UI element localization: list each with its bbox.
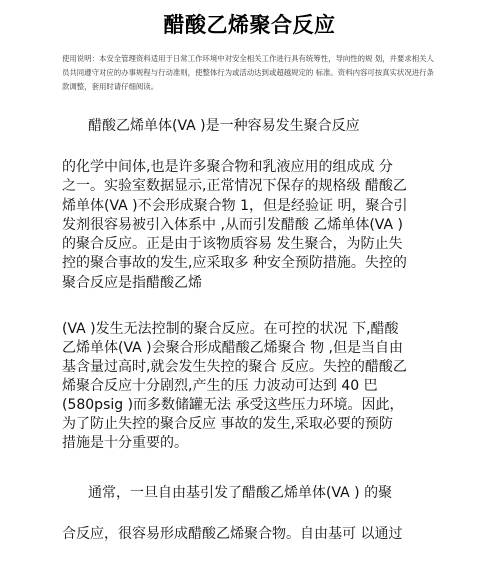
- text-line: 聚合反应是指醋酸乙烯: [62, 274, 202, 291]
- text-line: 为了防止失控的聚合反应 事故的发生,采取必要的预防: [62, 416, 393, 432]
- document-title: 醋酸乙烯聚合反应: [163, 13, 336, 37]
- text-line: 之一。实验室数据显示,正常情况下保存的规格级 醋酸乙: [62, 178, 407, 195]
- text-line: 控的聚合事故的发生,应采取多 种安全预防措施。失控的: [62, 255, 407, 272]
- paragraph-2: [62, 158, 442, 293]
- text-line: 烯聚合反应十分剧烈,产生的压 力波动可达到 40 巴: [62, 378, 378, 394]
- text-line: 乙烯单体(VA )会聚合形成醋酸乙烯聚合 物 ,但是当自由: [62, 340, 403, 356]
- paragraph-1: [62, 117, 442, 137]
- text-line: 合反应，很容易形成醋酸乙烯聚合物。自由基可 以通过: [62, 526, 403, 542]
- paragraph-5: [62, 525, 442, 545]
- text-line: 措施是十分重要的。: [62, 435, 188, 451]
- text-line: 烯单体(VA )不会形成聚合物 1，但是经验证 明，聚合引: [62, 197, 408, 214]
- text-line: 通常，一旦自由基引发了醋酸乙烯单体(VA ) 的聚: [88, 485, 393, 501]
- usage-notice: 使用说明：本安全管理资料适用于日常工作环境中对安全相关工作进行具有统筹性，导向性的规 划，并要求相关人员共同遵守对应的办事规程与行动准则，使整体行为或活动达到或超越规定的 标准。资料内容可按真实状况进行条款调整，套用时请仔细阅读。: [62, 54, 434, 91]
- text-line: 的化学中间体,也是许多聚合物和乳液应用的组成成 分: [62, 159, 393, 175]
- text-line: 醋酸乙烯单体(VA )是一种容易发生聚合反应: [88, 118, 360, 134]
- paragraph-3: [62, 320, 442, 453]
- text-line: (580psig )而多数储罐无法 承受这些压力环境。因此，: [62, 397, 404, 413]
- paragraph-4: [62, 484, 442, 504]
- text-line: (VA )发生无法控制的聚合反应。在可控的状况 下,醋酸: [62, 321, 399, 337]
- text-line: 基含量过高时,就会发生失控的聚合 反应。失控的醋酸乙: [62, 359, 407, 375]
- text-line: 发剂很容易被引入体系中 ,从而引发醋酸 乙烯单体(VA ): [62, 216, 403, 233]
- text-line: 的聚合反应。正是由于该物质容易 发生聚合，为防止失: [62, 236, 403, 253]
